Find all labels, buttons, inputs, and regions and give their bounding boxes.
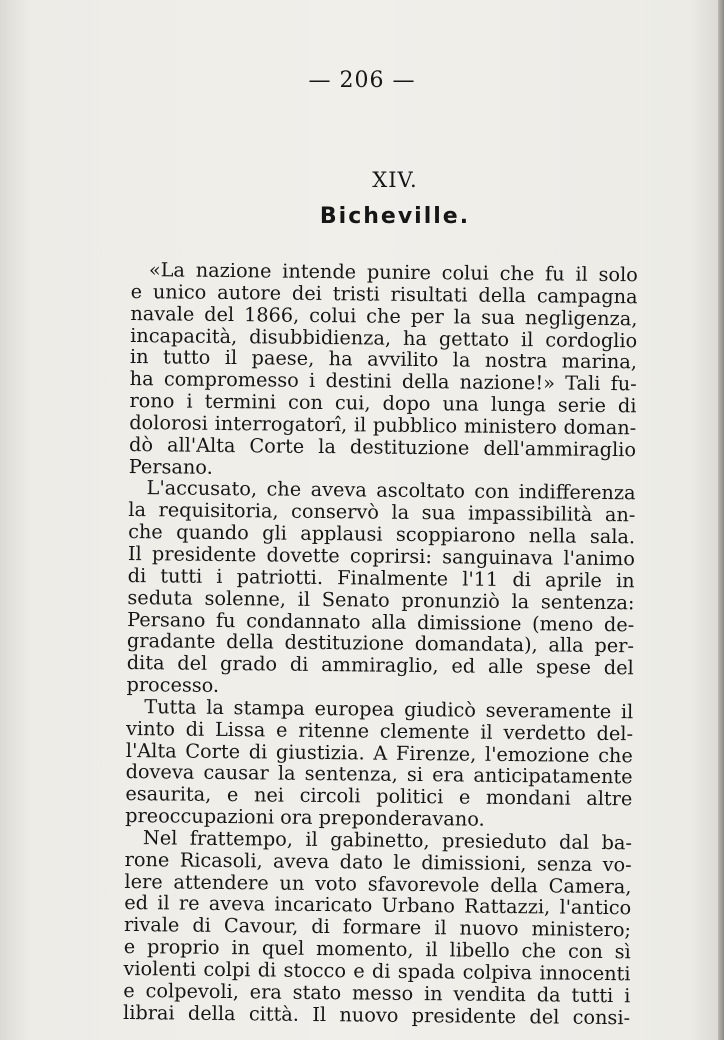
text-line: che quando gli applausi scoppiarono nella sala. — [128, 520, 636, 549]
text-line: Tutta la stampa europea giudicò severamente il — [144, 695, 634, 724]
text-line: e unico autore dei tristi risultati della campagna — [130, 279, 638, 309]
text-line: dò all'Alta Corte la destituzione dell'ammiraglio — [128, 432, 637, 462]
text-line: librai della città. Il nuovo presidente del consi- — [122, 1000, 631, 1029]
text-line: Il presidente dovette coprirsi: sanguinava l'animo — [127, 541, 636, 571]
text-line: preoccupazioni ora preponderavano. — [125, 804, 485, 831]
text-line: gradante della destituzione domandata), alla per- — [126, 629, 635, 658]
scan-edge — [718, 0, 724, 1040]
text-line: esaurita, e nei circoli politici e mondani altre — [125, 782, 633, 811]
text-line: doveva causar la sentenza, si era anticipatamente — [125, 760, 633, 789]
body-text — [123, 259, 638, 1029]
text-line: seduta solenne, il Senato pronunziò la sentenza: — [127, 585, 635, 614]
chapter-title: Bicheville. — [319, 204, 471, 229]
text-line: la requisitoria, conservò la sua impassibilità an- — [128, 498, 636, 527]
text-line: vinto di Lissa e ritenne clemente il verdetto del- — [125, 716, 634, 746]
text-line: e proprio in quel momento, il libello che con sì — [123, 935, 631, 964]
text-line: dita del grado di ammiraglio, ed alle spese del — [126, 651, 634, 680]
text-line: «La nazione intende punire colui che fu il solo — [148, 258, 638, 287]
text-line: Persano fu condannato alla dimissione (meno de- — [127, 607, 635, 636]
text-line: ha compromesso i destini della nazione!» Tali fu- — [129, 367, 637, 396]
text-line: rone Ricasoli, aveva dato le dimissioni, senza vo- — [124, 847, 632, 877]
text-line: processo. — [126, 673, 220, 697]
text-line: navale del 1866, colui che per la sua negligenza, — [130, 301, 638, 330]
text-line: Persano. — [128, 454, 213, 479]
text-line: rono i termini con cui, dopo una lunga serie di — [129, 389, 637, 418]
text-line: l'Alta Corte di giustizia. A Firenze, l'emozione che — [125, 738, 633, 767]
page-number: — 206 — — [308, 68, 416, 93]
chapter-number: XIV. — [372, 168, 418, 192]
text-line: incapacità, disubbidienza, ha gettato il cordoglio — [130, 323, 638, 352]
text-line: lere attendere un voto sfavorevole della Camera, — [124, 869, 632, 898]
text-line: L'accusato, che aveva ascoltato con indifferenza — [146, 476, 636, 505]
text-line: violenti colpi di stocco e di spada colpiva innocenti — [123, 956, 631, 986]
text-line: in tutto il paese, ha avvilito la nostra marina, — [129, 345, 638, 374]
text-line: e colpevoli, era stato messo in vendita da tutti i — [123, 978, 631, 1008]
text-line: Nel frattempo, il gabinetto, presieduto dal ba- — [142, 826, 633, 855]
text-line: ed il re aveva incaricato Urbano Rattazzi, l'antico — [124, 891, 632, 920]
text-line: dolorosi interrogatorî, il pubblico ministero doman- — [129, 410, 637, 440]
text-line: di tutti i patriotti. Finalmente l'11 di aprile in — [127, 563, 635, 593]
text-line: rivale di Cavour, di formare il nuovo ministero; — [123, 913, 632, 942]
